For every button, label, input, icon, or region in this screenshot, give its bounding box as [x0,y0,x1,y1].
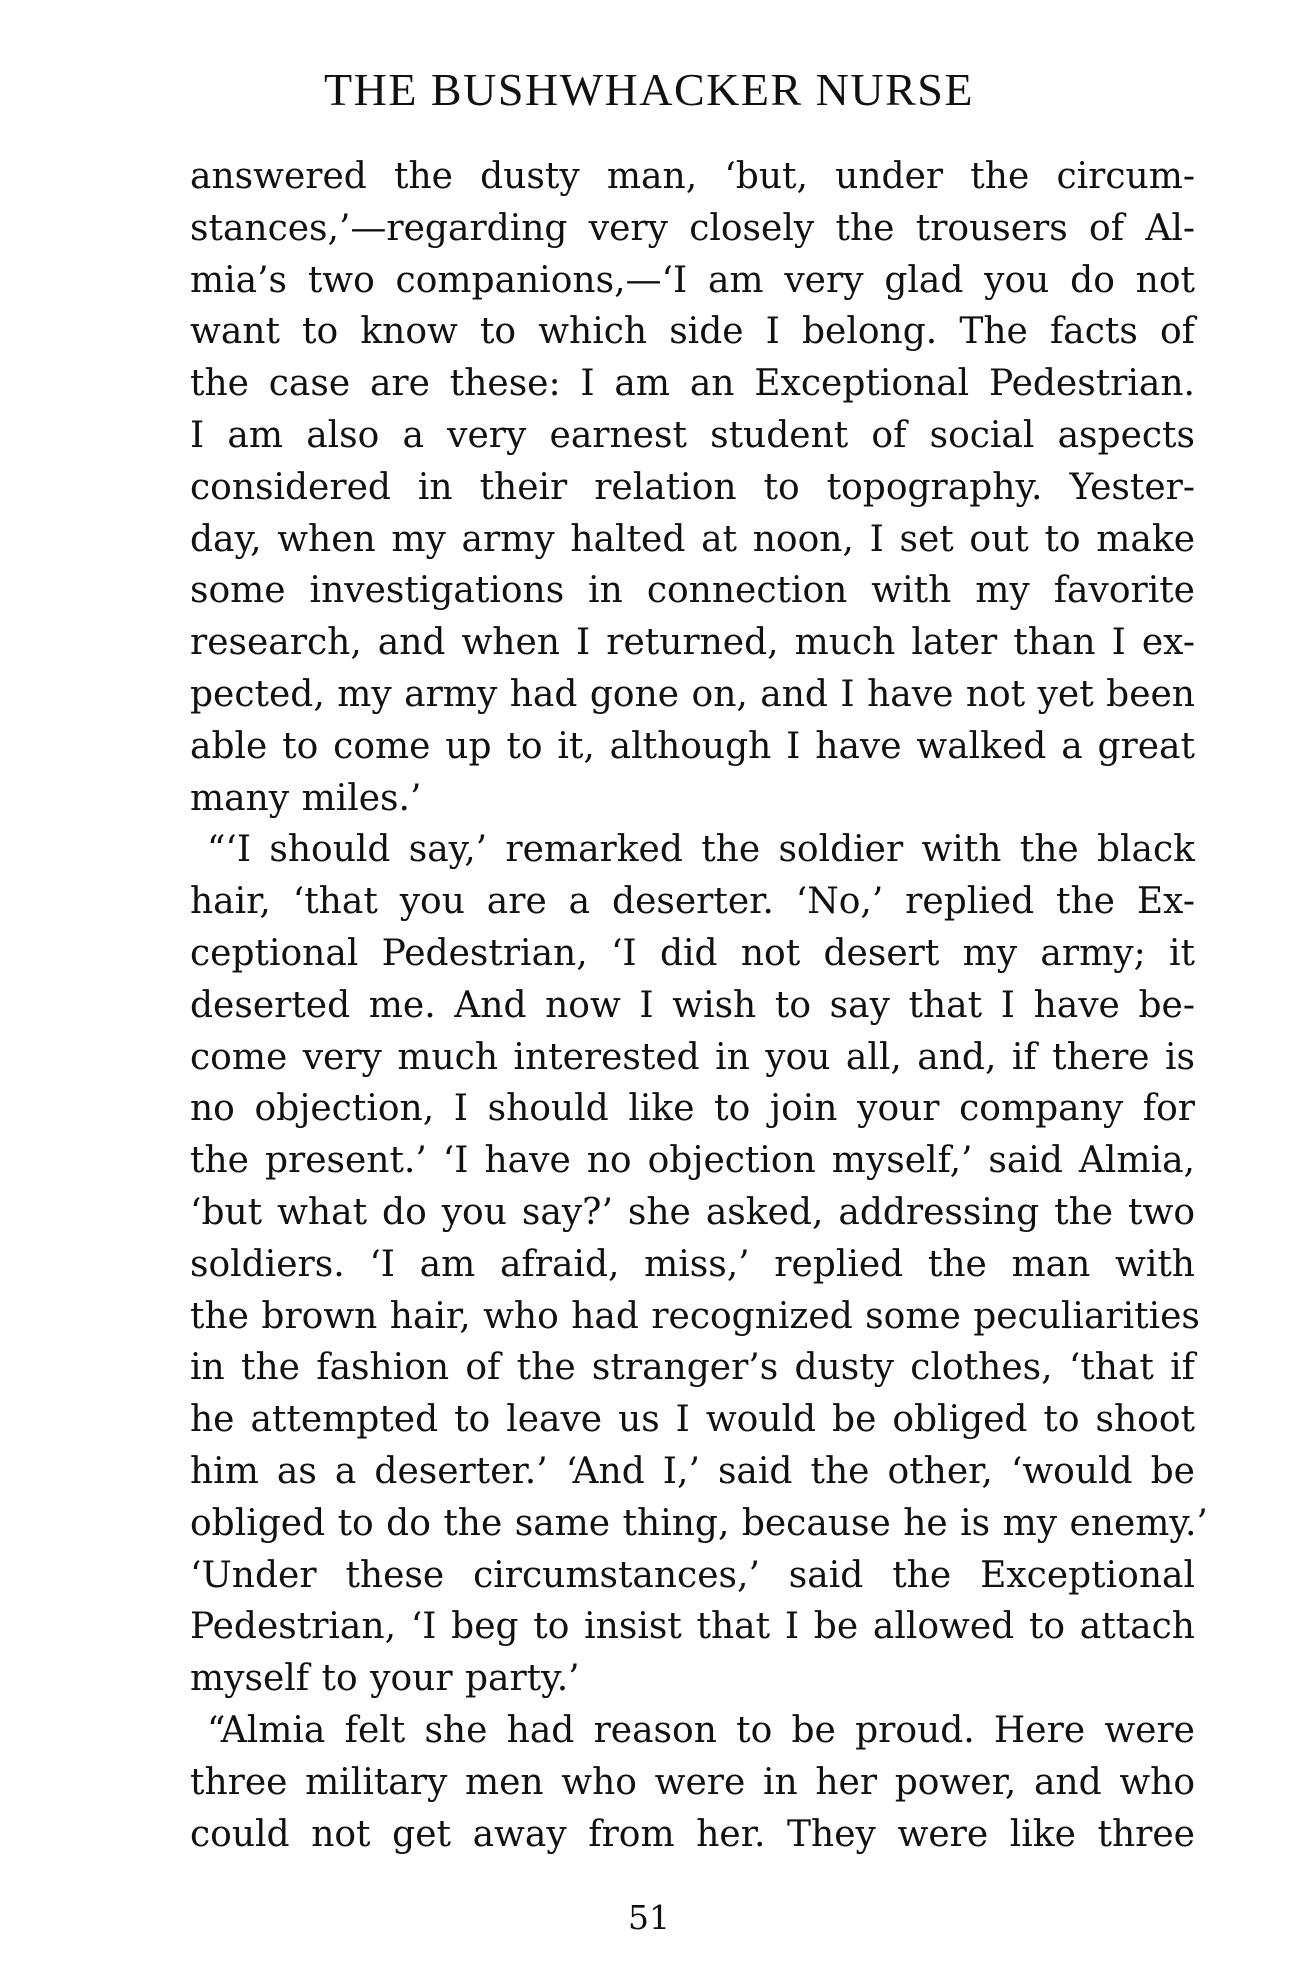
text-line: want to know to which side I belong. The facts of [190,311,1195,353]
text-line: I am also a very earnest student of social aspects [190,414,1195,456]
page-number: 51 [628,1898,670,1937]
text-line: in the fashion of the stranger’s dusty clothes, ‘that if [190,1347,1195,1389]
text-line: hair, ‘that you are a deserter. ‘No,’ replied the Ex- [190,881,1195,923]
text-line: soldiers. ‘I am afraid, miss,’ replied the man with [190,1243,1195,1285]
text-line: research, and when I returned, much later than I ex- [190,622,1195,664]
running-title: THE BUSHWHACKER NURSE [324,64,974,115]
text-line: day, when my army halted at noon, I set out to make [190,518,1195,560]
text-line: three military men who were in her power, and who [190,1761,1195,1803]
text-line: pected, my army had gone on, and I have not yet been [190,673,1195,715]
text-line: answered the dusty man, ‘but, under the circum- [190,156,1195,197]
text-line: come very much interested in you all, and, if there is [190,1036,1195,1078]
text-line: obliged to do the same thing, because he is my enemy.’ [190,1502,1208,1544]
text-line: him as a deserter.’ ‘And I,’ said the other, ‘would be [190,1450,1195,1492]
text-line: Pedestrian, ‘I beg to insist that I be allowed to attach [190,1606,1195,1648]
text-line: ‘but what do you say?’ she asked, addressing the two [190,1191,1195,1233]
text-line: he attempted to leave us I would be obliged to shoot [190,1399,1195,1441]
text-line: ‘Under these circumstances,’ said the Exceptional [190,1554,1195,1596]
body-text [190,151,1208,1860]
text-line: could not get away from her. They were like three [190,1813,1195,1855]
text-line: deserted me. And now I wish to say that I have be- [190,984,1195,1026]
text-line: ceptional Pedestrian, ‘I did not desert my army; it [190,932,1195,974]
text-line: no objection, I should like to join your company for [190,1088,1195,1130]
text-line: many miles.’ [190,777,422,819]
text-line: the present.’ ‘I have no objection myself,’ said Almia, [190,1140,1195,1182]
text-line: the case are these: I am an Exceptional Pedestrian. [190,363,1195,405]
text-line: “‘I should say,’ remarked the soldier with the black [207,829,1195,871]
text-line: “Almia felt she had reason to be proud. Here were [207,1709,1195,1751]
text-line: considered in their relation to topography. Yester- [190,466,1195,508]
text-line: stances,’—regarding very closely the trousers of Al- [190,207,1195,249]
text-line: the brown hair, who had recognized some peculiarities [190,1295,1200,1337]
text-line: able to come up to it, although I have walked a great [190,725,1195,767]
text-line: mia’s two companions,—‘I am very glad you do not [190,259,1195,301]
text-line: myself to your party.’ [190,1658,580,1700]
text-line: some investigations in connection with my favorite [190,570,1195,612]
